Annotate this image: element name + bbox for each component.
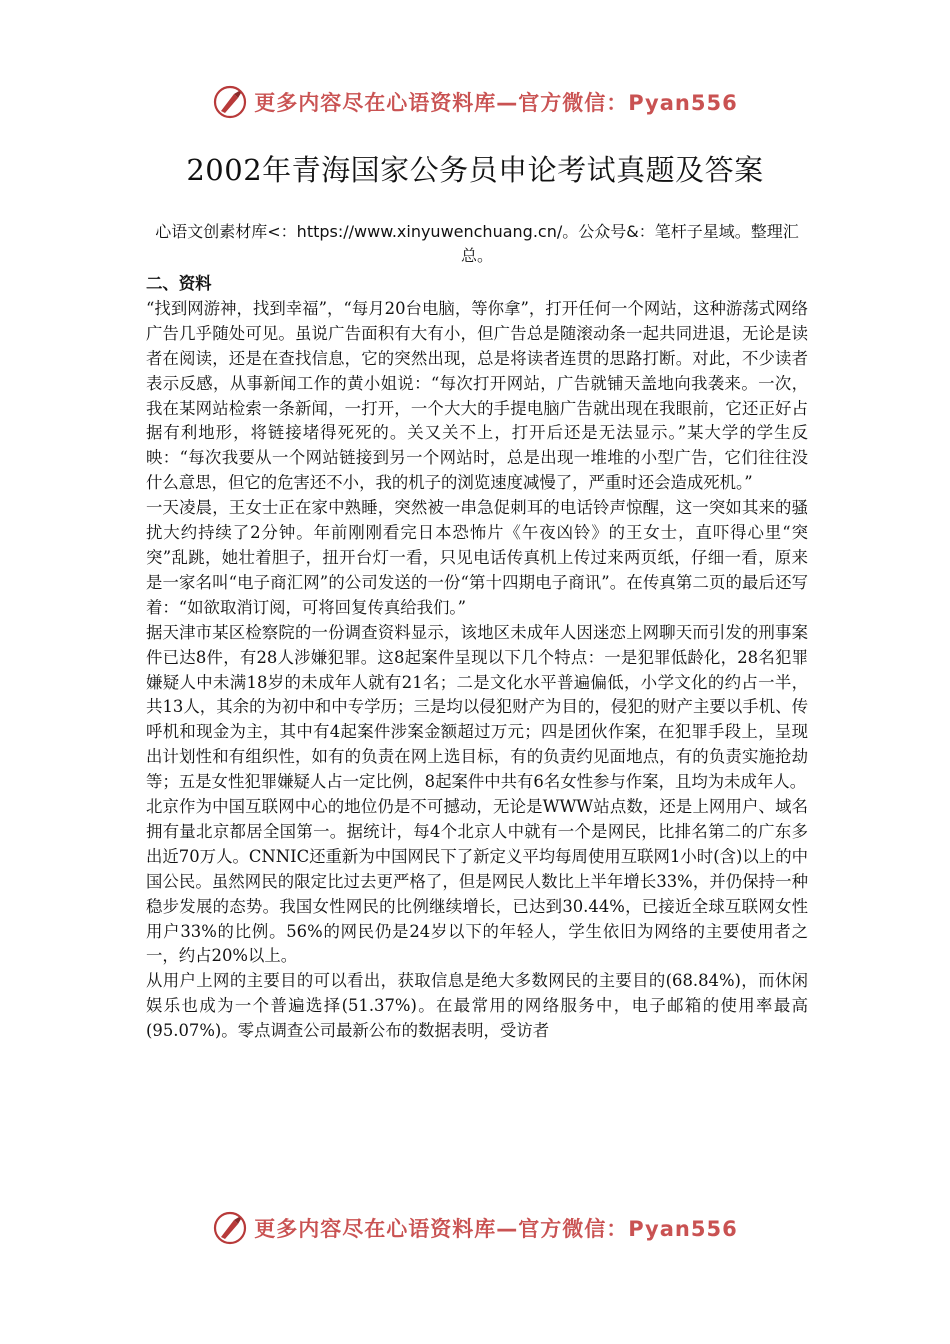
watermark-text: 更多内容尽在心语资料库—官方微信：Pyan556 bbox=[254, 91, 738, 115]
paragraph: “找到网游神，找到幸福”，“每月20台电脑，等你拿”，打开任何一个网站，这种游荡式网络广告几乎随处可见。虽说广告面积有大有小，但广告总是随滚动条一起共同进退，无论是读者在阅读，还是在查找信息，它的突然出现，总是将读者连贯的思路打断。对此，不少读者表示反感，从事新闻工作的黄小姐说：“每次打开网站，广告就铺天盖地向我袭来。一次，我在某网站检索一条新闻，一打开，一个大大的手提电脑广告就出现在我眼前，它还正好占据有利地形，将链接堵得死死的。关又关不上，打开后还是无法显示。”某大学的学生反映：“每次我要从一个网站链接到另一个网站时，总是出现一堆堆的小型广告，它们往往没什么意思，但它的危害还不小，我的机子的浏览速度减慢了，严重时还会造成死机。” bbox=[146, 298, 808, 493]
paragraph: 据天津市某区检察院的一份调查资料显示，该地区未成年人因迷恋上网聊天而引发的刑事案件已达8件，有28人涉嫌犯罪。这8起案件呈现以下几个特点：一是犯罪低龄化，28名犯罪嫌疑人中未满18岁的未成年人就有21名；二是文化水平普遍偏低，小学文化的约占一半，共13人，其余的为初中和中专学历；三是均以侵犯财产为目的，侵犯的财产主要以手机、传呼机和现金为主，其中有4起案件涉案金额超过万元；四是团伙作案，在犯罪手段上，呈现出计划性和有组织性，如有的负责在网上选目标，有的负责约见面地点，有的负责实施抢劫等；五是女性犯罪嫌疑人占一定比例，8起案件中共有6名女性参与作案，且均为未成年人。 bbox=[146, 622, 808, 792]
paragraph: 一天凌晨，王女士正在家中熟睡，突然被一串急促刺耳的电话铃声惊醒，这一突如其来的骚扰大约持续了2分钟。年前刚刚看完日本恐怖片《午夜凶铃》的王女士，直吓得心里“突突”乱跳，她壮着胆子，扭开台灯一看，只见电话传真机上传过来两页纸，仔细一看，原来是一家名叫“电子商汇网”的公司发送的一份“第十四期电子商讯”。在传真第二页的最后还写着：“如欲取消订阅，可将回复传真给我们。” bbox=[146, 498, 808, 617]
pen-nib-logo-icon bbox=[212, 84, 248, 120]
watermark-banner-top bbox=[0, 82, 950, 122]
document-body bbox=[146, 272, 808, 1044]
section-heading: 二、资料 bbox=[146, 274, 212, 293]
paragraph: 北京作为中国互联网中心的地位仍是不可撼动，无论是WWW站点数，还是上网用户、域名拥有量北京都居全国第一。据统计，每4个北京人中就有一个是网民，比排名第二的广东多出近70万人。CNNIC还重新为中国网民下了新定义平均每周使用互联网1小时(含)以上的中国公民。虽然网民的限定比过去更严格了，但是网民人数比上半年增长33%，并仍保持一种稳步发展的态势。我国女性网民的比例继续增长，已达到30.44%，已接近全球互联网女性用户33%的比例。56%的网民仍是24岁以下的年轻人，学生依旧为网络的主要使用者之一，约占20%以上。 bbox=[146, 797, 808, 966]
watermark-text: 更多内容尽在心语资料库—官方微信：Pyan556 bbox=[254, 1217, 738, 1241]
pen-nib-logo-icon bbox=[212, 1210, 248, 1246]
document-title: 2002年青海国家公务员申论考试真题及答案 bbox=[186, 153, 764, 187]
paragraph: 从用户上网的主要目的可以看出，获取信息是绝大多数网民的主要目的(68.84%)，而休闲娱乐也成为一个普遍选择(51.37%)。在最常用的网络服务中，电子邮箱的使用率最高(95.07%)。零点调查公司最新公布的数据表明，受访者 bbox=[146, 971, 808, 1041]
watermark-banner-bottom bbox=[0, 1208, 950, 1248]
source-line: 心语文创素材库<：https://www.xinyuwenchuang.cn/。公众号&：笔杆子星域。整理汇总。 bbox=[155, 222, 799, 265]
